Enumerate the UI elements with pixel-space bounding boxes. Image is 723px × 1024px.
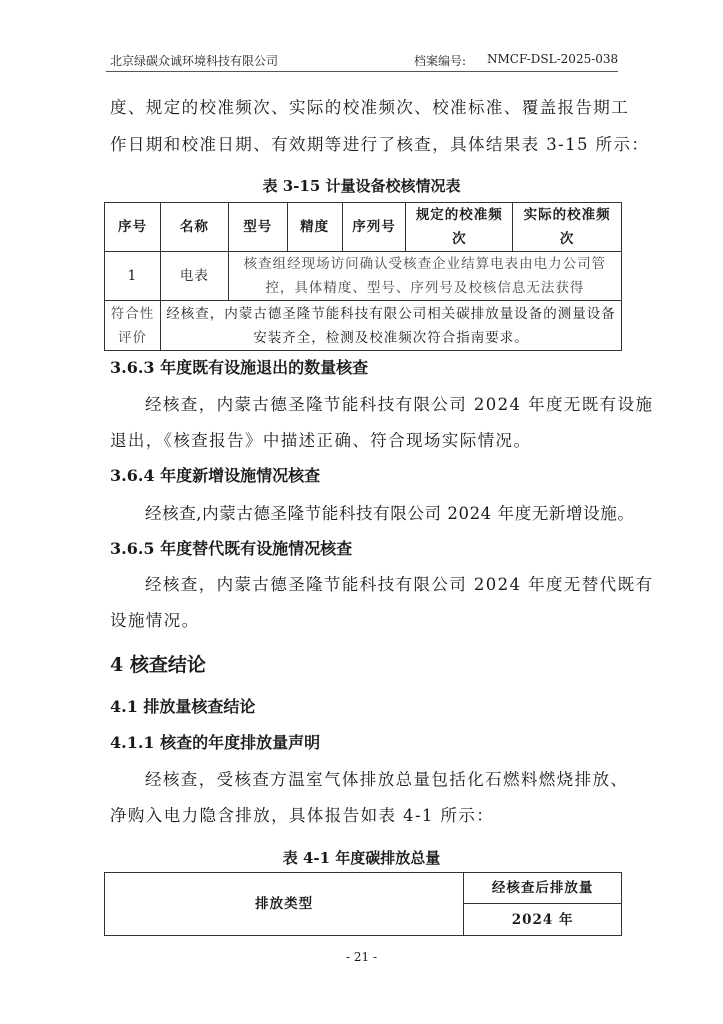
table-4-1-row [105, 873, 622, 904]
header-file-no: NMCF-DSL-2025-038 [487, 52, 619, 66]
table-header-row [105, 203, 622, 252]
section-3-6-5-title: 3.6.5 年度替代既有设施情况核查 [110, 539, 353, 558]
section-3-6-3-title: 3.6.3 年度既有设施退出的数量核查 [110, 358, 369, 377]
table-4-1 [104, 872, 622, 936]
col-required-freq: 规定的校准频次 [406, 203, 513, 252]
section-4-1-1-title: 4.1.1 核查的年度排放量声明 [110, 733, 321, 752]
emission-type-label: 排放类型 [105, 873, 464, 936]
eval-label: 符合性评价 [105, 301, 161, 351]
year-label: 2024 年 [464, 904, 622, 936]
col-precision: 精度 [287, 203, 342, 252]
section-4-1-title: 4.1 排放量核查结论 [110, 697, 256, 716]
s364-line-1: 经核查,内蒙古德圣隆节能科技有限公司 2024 年度无新增设施。 [145, 504, 635, 523]
col-no: 序号 [105, 203, 161, 252]
row-no: 1 [105, 252, 161, 301]
header-rule [106, 71, 618, 72]
s365-line-1: 经核查，内蒙古德圣隆节能科技有限公司 2024 年度无替代既有 [145, 575, 654, 594]
col-actual-freq: 实际的校准频次 [513, 203, 622, 252]
s363-line-2: 退出，《核查报告》中描述正确、符合现场实际情况。 [110, 431, 532, 450]
section-4-title: 4 核查结论 [110, 654, 206, 676]
s411-line-1: 经核查，受核查方温室气体排放总量包括化石燃料燃烧排放、 [145, 770, 629, 789]
header-file-no-label: 档案编号: [414, 54, 467, 68]
table-3-15 [104, 202, 622, 351]
table-4-1-caption: 表 4-1 年度碳排放总量 [282, 849, 441, 867]
intro-line-1: 度、规定的校准频次、实际的校准频次、校准标准、覆盖报告期工 [110, 98, 630, 117]
col-name: 名称 [160, 203, 228, 252]
row-name: 电表 [160, 252, 228, 301]
col-model: 型号 [228, 203, 287, 252]
s363-line-1: 经核查，内蒙古德圣隆节能科技有限公司 2024 年度无既有设施 [145, 395, 654, 414]
section-3-6-4-title: 3.6.4 年度新增设施情况核查 [110, 466, 321, 485]
s411-line-2: 净购入电力隐含排放，具体报告如表 4-1 所示： [110, 806, 495, 825]
verified-emission-label: 经核查后排放量 [464, 873, 622, 904]
evaluation-row [105, 301, 622, 351]
row-note: 核查组经现场访问确认受核查企业结算电表由电力公司管控，具体精度、型号、序列号及校核信息无法获得 [228, 252, 621, 301]
eval-text: 经核查，内蒙古德圣隆节能科技有限公司相关碳排放量设备的测量设备安装齐全，检测及校准频次符合指南要求。 [160, 301, 621, 351]
intro-line-2: 作日期和校准日期、有效期等进行了核查，具体结果表 3-15 所示： [110, 135, 650, 154]
s365-line-2: 设施情况。 [110, 611, 200, 630]
header-company: 北京绿碳众诚环境科技有限公司 [110, 54, 279, 68]
table-row [105, 252, 622, 301]
col-serial: 序列号 [342, 203, 406, 252]
page-number: - 21 - [345, 950, 377, 964]
table-3-15-caption: 表 3-15 计量设备校核情况表 [262, 177, 461, 195]
